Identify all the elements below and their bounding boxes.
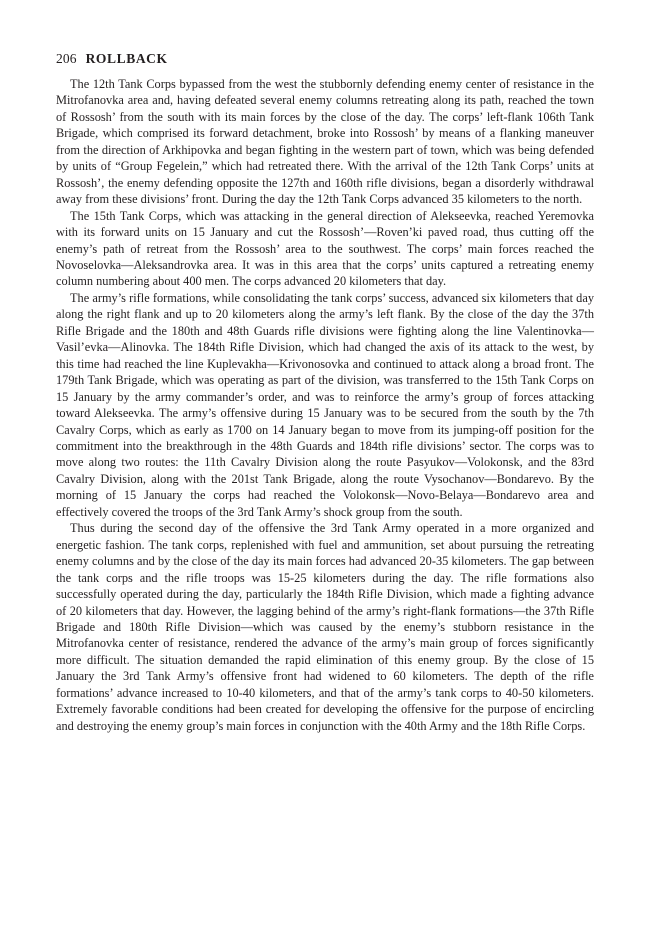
running-title: ROLLBACK (85, 51, 168, 66)
paragraph-15th-tank-corps: The 15th Tank Corps, which was attacking in the general direction of Alekseevka, reached Yeremovka with its forward units on 15 January and cut the Rossosh’—Roven’ki paved road, thus cutting off the enemy’s path of retreat from the Rossosh’ area to the southwest. The corps’ main forces reached the Novoselovka—Aleksandrovka area. It was in this area that the corps’ units captured a retreating enemy column numbering about 400 men. The corps advanced 20 kilometers that day. (56, 208, 594, 289)
paragraph-rifle-formations: The army’s rifle formations, while consolidating the tank corps’ success, advanced six kilometers that day along the right flank and up to 20 kilometers along the army’s left flank. By the close of the day the 37th Rifle Brigade and the 180th and 48th Guards rifle divisions were fighting along the line Valentinovka—Vasil’evka—Alinovka. The 184th Rifle Division, which had changed the axis of its attack to the west, by this time had reached the line Kuplevakha—Krivonosovka and continued to attack along a broad front. The 179th Tank Brigade, which was operating as part of the division, was transferred to the 15th Tank Corps on 15 January by the army commander’s order, and was to reinforce the army’s group of forces attacking toward Alekseevka. The army’s offensive during 15 January was to be secured from the south by the 7th Cavalry Corps, which as early as 1700 on 14 January began to move from its jumping-off position for the commitment into the breakthrough in the 48th Guards and 184th rifle divisions’ sector. The corps was to move along two routes: the 11th Cavalry Division along the route Pasyukov—Volokonsk, and the 83rd Cavalry Division, along with the 201st Tank Brigade, along the route Vysochanov—Bondarevo. By the morning of 15 January the corps had reached the Volokonsk—Novo-Belaya—Bondarevo area and effectively covered the troops of the 3rd Tank Army’s shock group from the south. (56, 290, 594, 519)
running-head (56, 50, 594, 68)
paragraph-second-day-summary: Thus during the second day of the offensive the 3rd Tank Army operated in a more organized and energetic fashion. The tank corps, replenished with fuel and ammunition, set about pursuing the retreating enemy columns and by the close of the day its main forces had advanced 20-35 kilometers. The gap between the tank corps and the rifle troops was 15-25 kilometers during the day. The rifle formations also successfully operated during the day, particularly the 184th Rifle Division, which made a fighting advance of 20 kilometers that day. However, the lagging behind of the army’s right-flank formations—the 37th Rifle Brigade and 180th Rifle Division—which was caused by the enemy’s stubborn resistance in the Mitrofanovka center of resistance, rendered the advance of the army’s main group of forces significantly more difficult. The situation demanded the rapid elimination of this enemy group. By the close of 15 January the 3rd Tank Army’s offensive front had widened to 60 kilometers. The depth of the rifle formations’ advance increased to 10-40 kilometers, and that of the army’s tank corps to 40-50 kilometers. Extremely favorable conditions had been created for developing the offensive for the purpose of encircling and destroying the enemy group’s main forces in conjunction with the 40th Army and the 18th Rifle Corps. (56, 521, 594, 733)
body-text (56, 76, 594, 734)
paragraph-12th-tank-corps: The 12th Tank Corps bypassed from the west the stubbornly defending enemy center of resistance in the Mitrofanovka area and, having defeated several enemy columns retreating along its path, reached the town of Rossosh’ from the south with its main forces by the close of the day. The corps’ left-flank 106th Tank Brigade, which comprised its forward detachment, broke into Rossosh’ by means of a flanking maneuver from the direction of Arkhipovka and began fighting in the western part of town, which was being defended by units of “Group Fegelein,” which had retreated there. With the arrival of the 12th Tank Corps’ units at Rossosh’, the enemy defending opposite the 127th and 160th rifle divisions, began a disorderly withdrawal away from these divisions’ front. During the day the 12th Tank Corps advanced 35 kilometers to the north. (56, 77, 594, 207)
page-number: 206 (56, 51, 77, 66)
book-page (56, 50, 594, 734)
